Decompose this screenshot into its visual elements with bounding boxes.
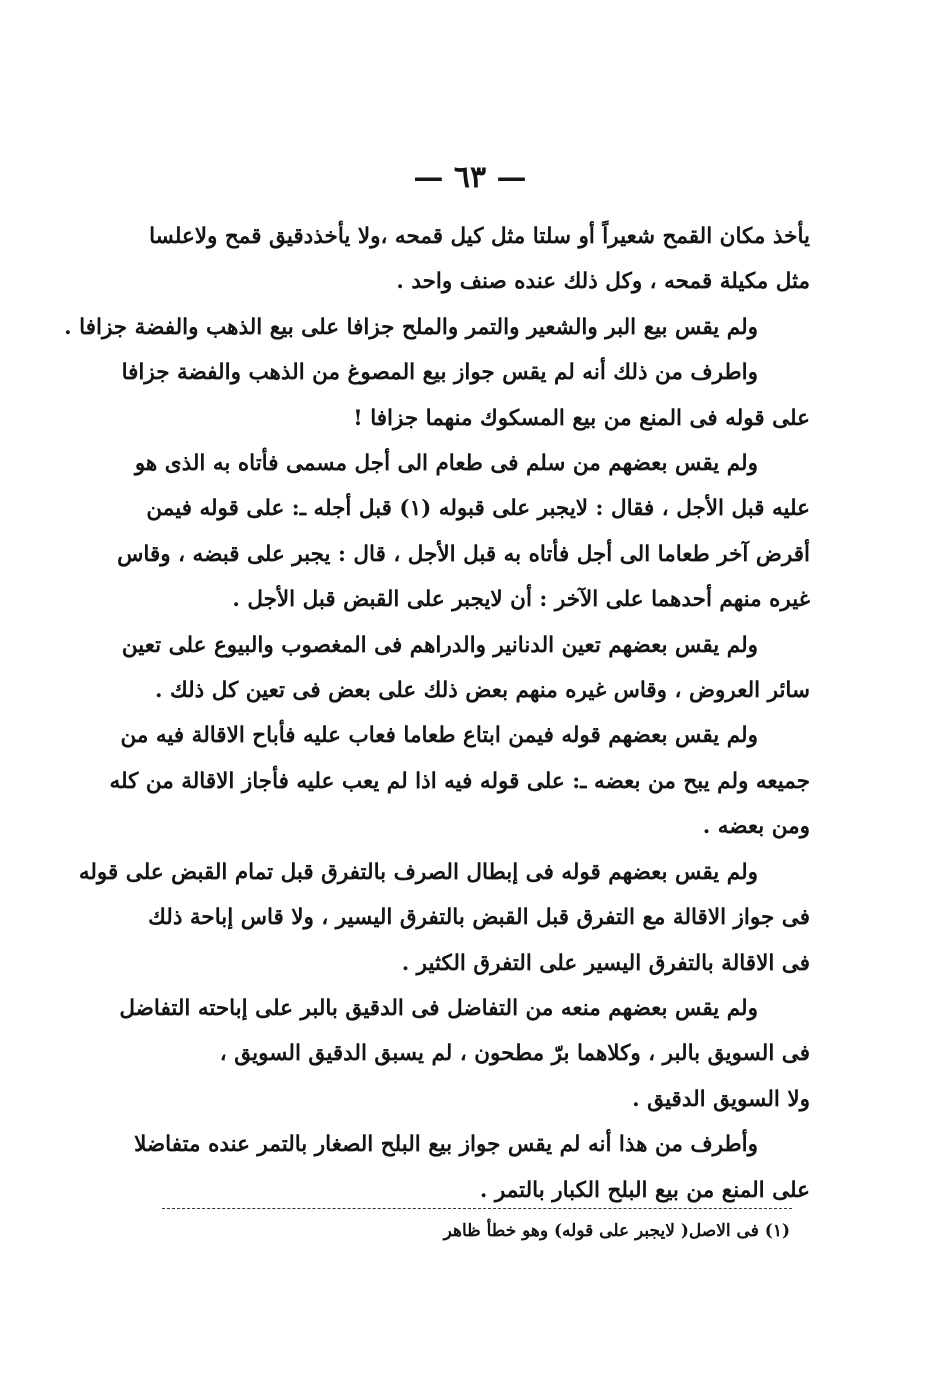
footnote: (١) فى الاصل( لايجبر على قوله) وهو خطأ ظاهر xyxy=(443,1221,790,1241)
text-line: ولم يقس بيع البر والشعير والتمر والملح جزافا على بيع الذهب والفضة جزافا . xyxy=(64,314,758,340)
text-line: مثل مكيلة قمحه ، وكل ذلك عنده صنف واحد . xyxy=(396,269,810,295)
text-line: ولا السويق الدقيق . xyxy=(632,1086,810,1112)
text-line: واطرف من ذلك أنه لم يقس جواز بيع المصوغ من الذهب والفضة جزافا xyxy=(121,360,758,386)
text-line: ولم يقس بعضهم منعه من التفاضل فى الدقيق بالبر على إباحته التفاضل xyxy=(119,995,758,1021)
text-line: فى جواز الاقالة مع التفرق قبل القبض بالتفرق اليسير ، ولا قاس إباحة ذلك xyxy=(148,905,810,931)
body-text xyxy=(64,214,810,1213)
text-line: على المنع من بيع البلح الكبار بالتمر . xyxy=(479,1177,810,1203)
text-line: ولم يقس بعضهم تعين الدنانير والدراهم فى المغصوب والبيوع على تعين xyxy=(121,632,758,658)
text-line: سائر العروض ، وقاس غيره منهم بعض ذلك على بعض فى تعين كل ذلك . xyxy=(155,678,810,704)
text-line: يأخذ مكان القمح شعيراً أو سلتا مثل كيل قمحه ،ولا يأخذدقيق قمح ولاعلسا xyxy=(149,224,810,249)
text-line: فى الاقالة بالتفرق اليسير على التفرق الكثير . xyxy=(401,950,810,976)
text-line: ومن بعضه . xyxy=(702,814,810,840)
text-line: فى السويق بالبر ، وكلاهما برّ مطحون ، لم يسبق الدقيق السويق ، xyxy=(219,1041,810,1067)
text-line: ولم يقس بعضهم قوله فى إبطال الصرف بالتفرق قبل تمام القبض على قوله xyxy=(78,859,758,885)
text-line: ولم يقس بعضهم قوله فيمن ابتاع طعاما فعاب عليه فأباح الاقالة فيه من xyxy=(120,723,758,749)
text-line: غيره منهم أحدهما على الآخر : أن لايجبر على القبض قبل الأجل . xyxy=(232,587,810,613)
footnote-divider xyxy=(162,1208,792,1209)
text-line: عليه قبل الأجل ، فقال : لايجبر على قبوله (١) قبل أجله ـ: على قوله فيمن xyxy=(146,496,810,522)
page-number: — ٦٣ — xyxy=(413,160,527,195)
text-line: على قوله فى المنع من بيع المسكوك منهما جزافا ! xyxy=(353,405,810,431)
text-line: أقرض آخر طعاما الى أجل فأتاه به قبل الأجل ، قال : يجبر على قبضه ، وقاس xyxy=(117,541,810,567)
text-line: وأطرف من هذا أنه لم يقس جواز بيع البلح الصغار بالتمر عنده متفاضلا xyxy=(134,1132,758,1158)
text-line: جميعه ولم يبح من بعضه ـ: على قوله فيه اذا لم يعب عليه فأجاز الاقالة من كله xyxy=(109,768,810,794)
text-line: ولم يقس بعضهم من سلم فى طعام الى أجل مسمى فأتاه به الذى هو xyxy=(134,451,758,477)
